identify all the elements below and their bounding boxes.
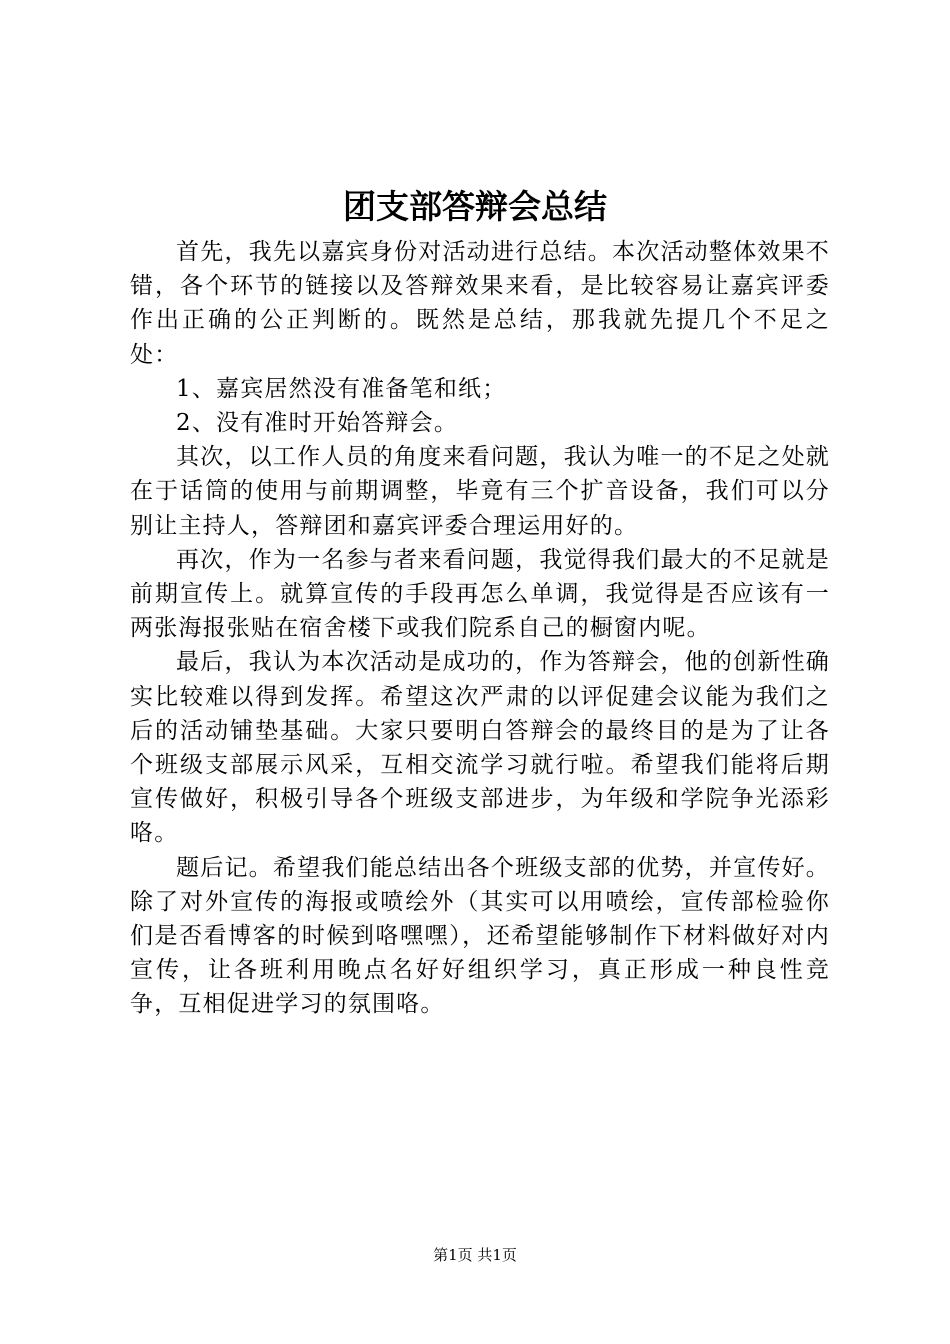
page-total: 共1页 xyxy=(477,1246,517,1264)
paragraph-intro: 首先，我先以嘉宾身份对活动进行总结。本次活动整体效果不错，各个环节的链接以及答辩效果来看，是比较容易让嘉宾评委作出正确的公正判断的。既然是总结，那我就先提几个不足之处： xyxy=(130,239,830,368)
paragraph-third: 再次，作为一名参与者来看问题，我觉得我们最大的不足就是前期宣传上。就算宣传的手段再怎么单调，我觉得是否应该有一两张海报张贴在宿舍楼下或我们院系自己的橱窗内呢。 xyxy=(130,546,830,642)
paragraph-last: 最后，我认为本次活动是成功的，作为答辩会，他的创新性确实比较难以得到发挥。希望这次严肃的以评促建会议能为我们之后的活动铺垫基础。大家只要明白答辩会的最终目的是为了让各个班级支部展示风采，互相交流学习就行啦。希望我们能将后期宣传做好，积极引导各个班级支部进步，为年级和学院争光添彩咯。 xyxy=(130,649,830,847)
page-number: 第1页 xyxy=(433,1246,473,1264)
document-body xyxy=(130,235,830,1022)
document-title: 团支部答辩会总结 xyxy=(343,187,607,226)
page-footer xyxy=(0,1243,950,1267)
paragraph-postscript: 题后记。希望我们能总结出各个班级支部的优势，并宣传好。除了对外宣传的海报或喷绘外（其实可以用喷绘，宣传部检验你们是否看博客的时候到咯嘿嘿），还希望能够制作下材料做好对内宣传，让各班利用晚点名好好组织学习，真正形成一种良性竞争，互相促进学习的氛围咯。 xyxy=(130,854,830,1018)
paragraph-second: 其次，以工作人员的角度来看问题，我认为唯一的不足之处就在于话筒的使用与前期调整，毕竟有三个扩音设备，我们可以分别让主持人，答辩团和嘉宾评委合理运用好的。 xyxy=(130,444,830,539)
paragraph-item-1: 1、嘉宾居然没有准备笔和纸； xyxy=(176,375,507,402)
paragraph-item-2: 2、没有准时开始答辩会。 xyxy=(176,410,459,437)
